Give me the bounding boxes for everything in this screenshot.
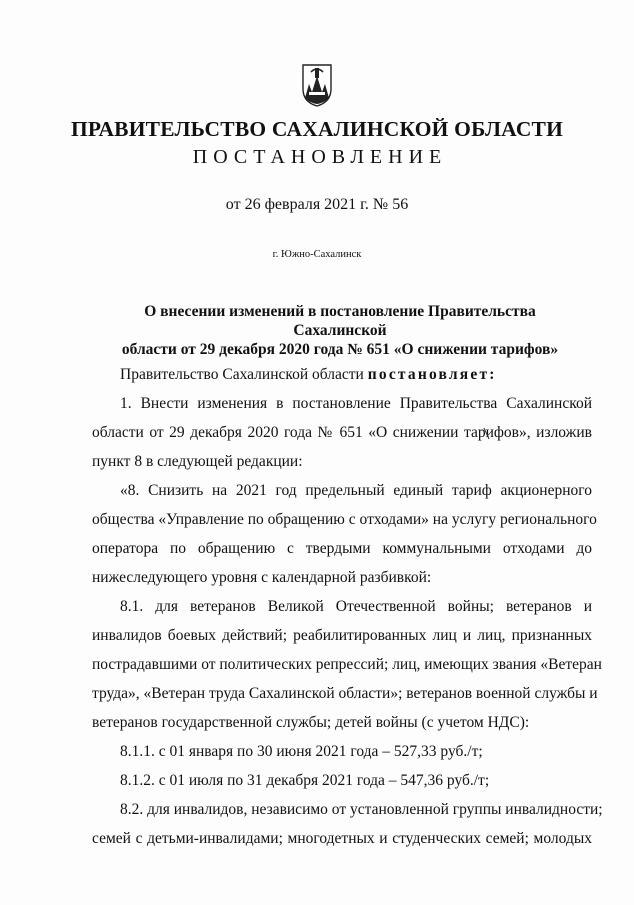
body-line: пострадавшими от политических репрессий; лиц, имеющих звания «Ветеран [92,656,602,673]
body-line: области от 29 декабря 2020 года № 651 «О снижении тарифов», изложив [92,424,592,441]
coat-of-arms-icon [300,62,334,108]
document-subject [100,302,580,359]
body-line: труда», «Ветеран труда Сахалинской области»; ветеранов военной службы и [92,685,598,702]
document-body [92,365,603,858]
body-line: пункт 8 в следующей редакции: [92,453,303,470]
body-line: нижеследующего уровня с календарной разбивкой: [92,569,432,586]
body-line: 8.1.1. с 01 января по 30 июня 2021 года – 527,33 руб./т; [120,743,483,760]
body-line: 1. Внести изменения в постановление Правительства Сахалинской [120,395,592,412]
pen-mark-icon [482,427,492,441]
document-city: г. Южно-Сахалинск [272,249,362,260]
preamble-text: Правительство Сахалинской области [120,366,368,383]
body-line: общества «Управление по обращению с отходами» на услугу регионального [92,511,597,528]
subject-line-2: области от 29 декабря 2020 года № 651 «О снижении тарифов» [121,341,559,358]
government-title: ПРАВИТЕЛЬСТВО САХАЛИНСКОЙ ОБЛАСТИ [70,117,564,141]
document-date: от 26 февраля 2021 г. № 56 [225,196,409,213]
body-line: ветеранов государственной службы; детей войны (с учетом НДС): [92,714,530,731]
body-line: 8.1. для ветеранов Великой Отечественной войны; ветеранов и [120,598,592,615]
preamble-verb: постановляет: [367,366,497,383]
body-line: оператора по обращению с твердыми коммунальными отходами до [92,540,592,557]
subject-line-1: О внесении изменений в постановление Правительства Сахалинской [144,303,536,339]
body-line: «8. Снизить на 2021 год предельный единый тариф акционерного [120,482,592,499]
body-line: 8.1.2. с 01 июля по 31 декабря 2021 года – 547,36 руб./т; [120,772,490,789]
body-line: инвалидов боевых действий; реабилитированных лиц и лиц, признанных [92,627,592,644]
preamble [92,365,592,394]
body-line: 8.2. для инвалидов, независимо от установленной группы инвалидности; [120,801,603,818]
body-line: семей с детьми-инвалидами; многодетных и студенческих семей; молодых [92,830,592,847]
document-type: ПОСТАНОВЛЕНИЕ [192,146,448,168]
